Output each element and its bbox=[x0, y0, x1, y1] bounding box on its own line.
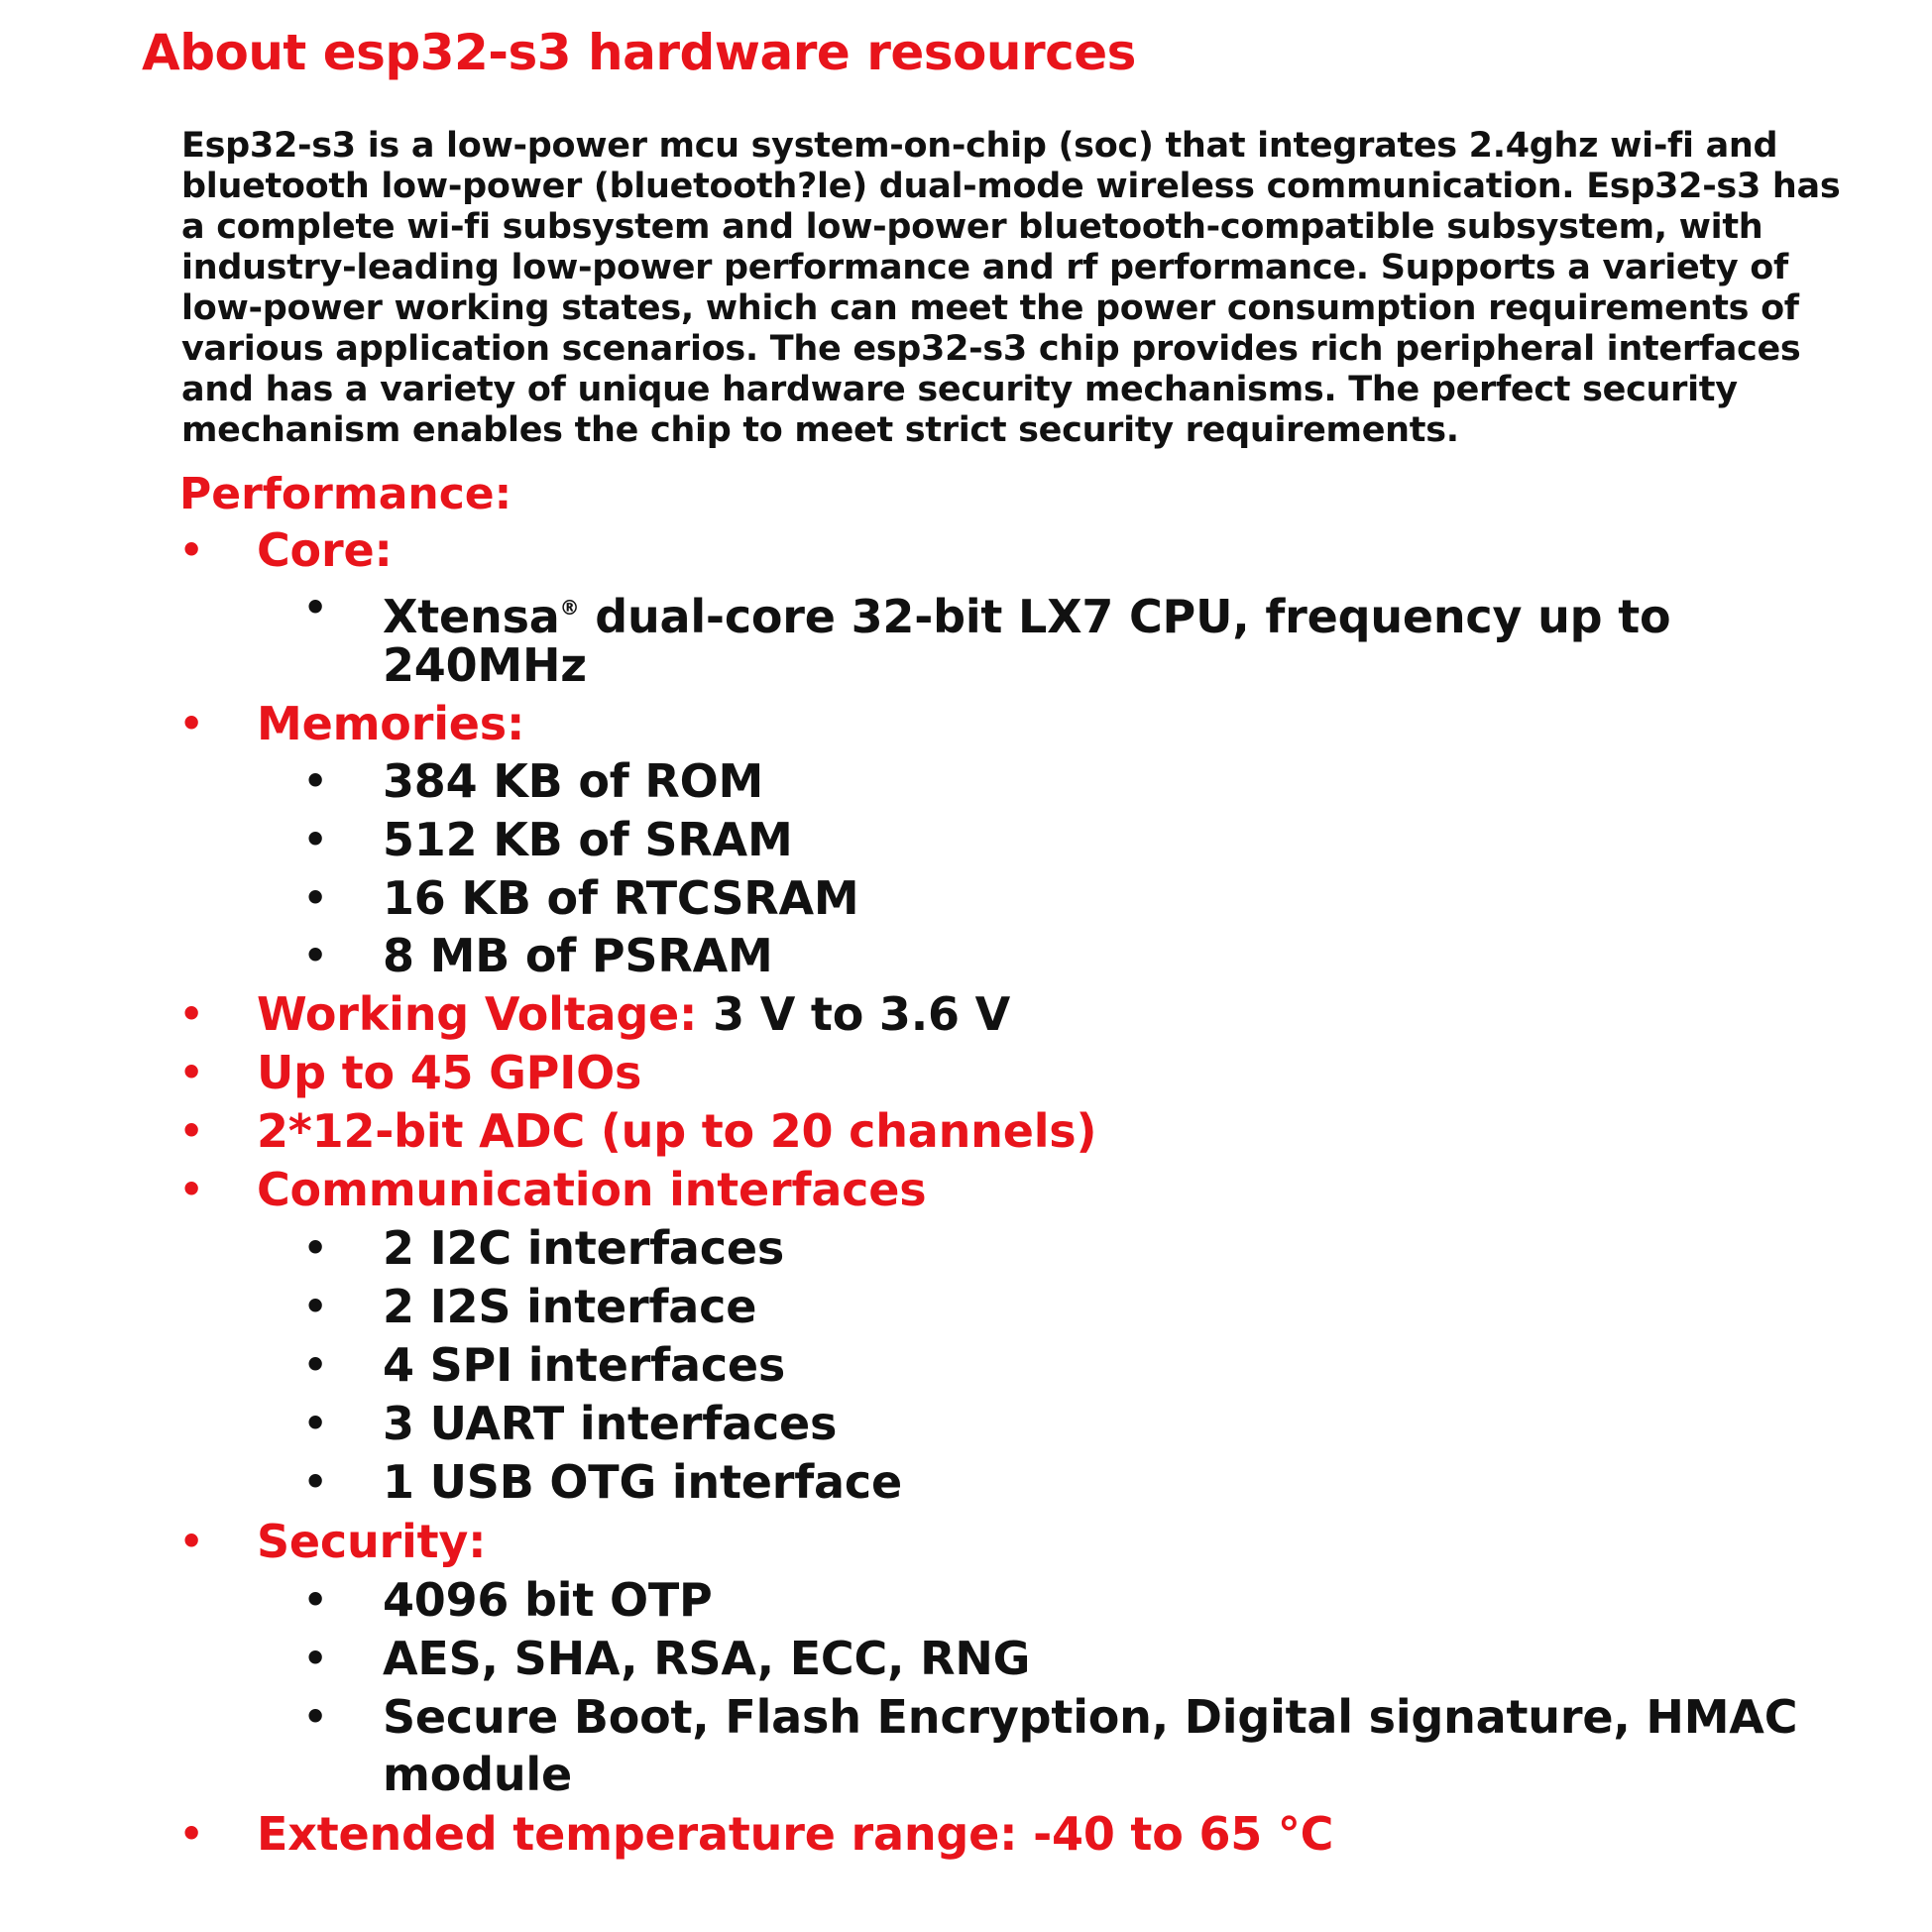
intro-line: industry-leading low-power performance and rf performance. Supports a variety of bbox=[181, 248, 1788, 287]
security-feature-text: 4096 bit OTP bbox=[383, 1573, 713, 1627]
intro-line: bluetooth low-power (bluetooth?le) dual-mode wireless communication. Esp32-s3 has bbox=[181, 167, 1841, 206]
memory-text: 8 MB of PSRAM bbox=[383, 929, 773, 982]
intro-line: and has a variety of unique hardware security mechanisms. The perfect security bbox=[181, 370, 1738, 409]
intro-line: a complete wi-fi subsystem and low-power bluetooth-compatible subsystem, with bbox=[181, 207, 1763, 247]
interface-text: 3 UART interfaces bbox=[383, 1397, 838, 1450]
gpios-text: Up to 45 GPIOs bbox=[257, 1046, 642, 1099]
performance-heading: Performance: bbox=[179, 469, 512, 519]
cpu-text bbox=[383, 579, 1670, 645]
security-feature-text: Secure Boot, Flash Encryption, Digital signature, HMAC bbox=[383, 1690, 1798, 1744]
voltage-value: 3 V to 3.6 V bbox=[713, 987, 1011, 1041]
interface-text: 2 I2C interfaces bbox=[383, 1221, 785, 1275]
intro-line: low-power working states, which can meet the power consumption requirements of bbox=[181, 288, 1799, 328]
intro-line: various application scenarios. The esp32-s3 chip provides rich peripheral interfaces bbox=[181, 329, 1801, 369]
interface-text: 4 SPI interfaces bbox=[383, 1338, 786, 1392]
cpu-line2: 240MHz bbox=[383, 638, 587, 692]
memory-text: 512 KB of SRAM bbox=[383, 813, 793, 866]
page-title: About esp32-s3 hardware resources bbox=[142, 24, 1136, 81]
memory-text: 16 KB of RTCSRAM bbox=[383, 871, 859, 925]
memories-label: Memories: bbox=[257, 697, 525, 750]
voltage-text bbox=[257, 985, 1010, 1043]
intro-line: Esp32-s3 is a low-power mcu system-on-chip (soc) that integrates 2.4ghz wi-fi and bbox=[181, 126, 1778, 166]
core-label: Core: bbox=[257, 523, 393, 577]
security-feature-text: module bbox=[383, 1748, 572, 1801]
memory-text: 384 KB of ROM bbox=[383, 754, 764, 808]
registered-mark: ® bbox=[559, 596, 580, 620]
temperature-text: Extended temperature range: -40 to 65 °C bbox=[257, 1807, 1334, 1861]
cpu-line1: dual-core 32-bit LX7 CPU, frequency up to bbox=[579, 590, 1671, 643]
voltage-label: Working Voltage: bbox=[257, 987, 698, 1041]
security-label: Security: bbox=[257, 1515, 487, 1568]
cpu-brand: Xtensa bbox=[383, 590, 560, 643]
communication-label: Communication interfaces bbox=[257, 1163, 927, 1216]
interface-text: 1 USB OTG interface bbox=[383, 1455, 902, 1509]
security-feature-text: AES, SHA, RSA, ECC, RNG bbox=[383, 1632, 1031, 1685]
intro-paragraph bbox=[181, 126, 1841, 451]
interface-text: 2 I2S interface bbox=[383, 1280, 757, 1333]
intro-line: mechanism enables the chip to meet strict security requirements. bbox=[181, 410, 1459, 450]
adc-text: 2*12-bit ADC (up to 20 channels) bbox=[257, 1104, 1097, 1158]
